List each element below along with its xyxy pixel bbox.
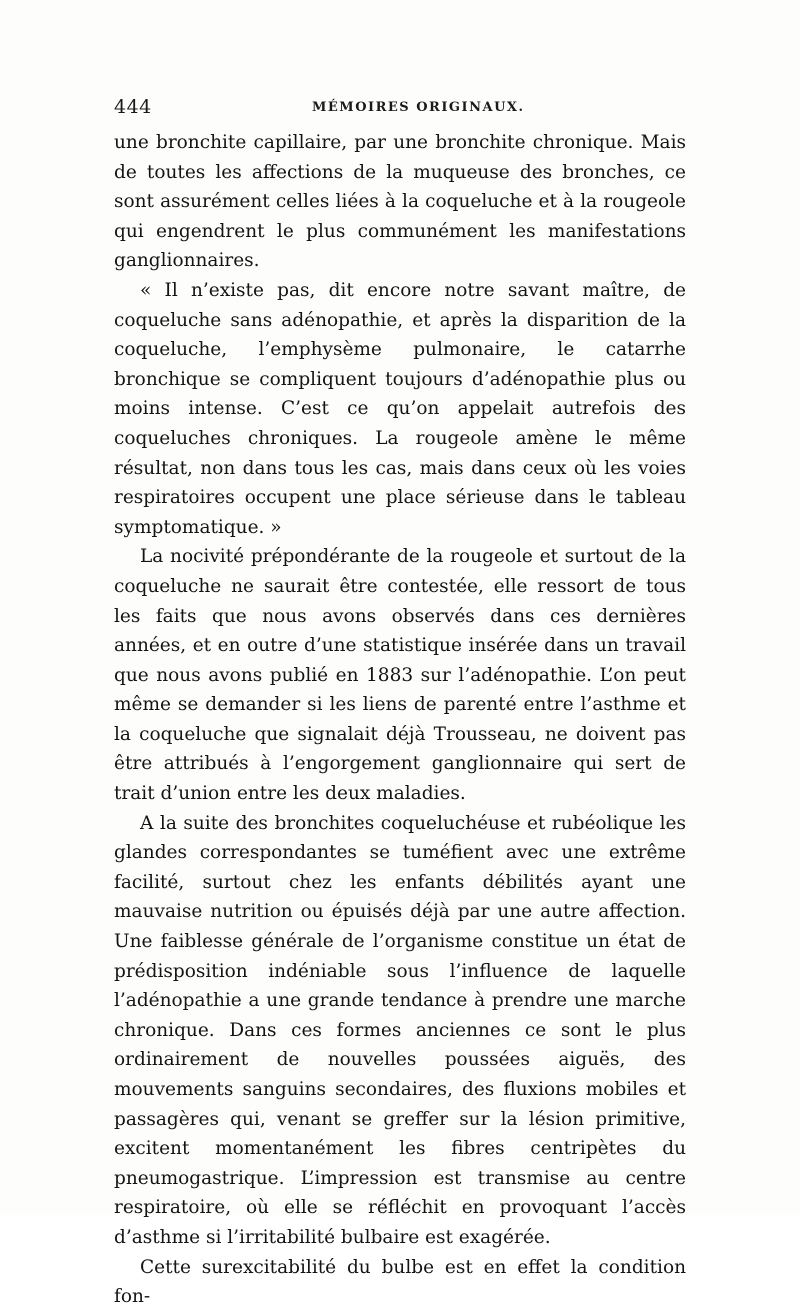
paragraph: une bronchite capillaire, par une bronchite chronique. Mais de toutes les affections de la muqueuse des bronches, ce sont assurément celles liées à la coqueluche et à la rougeole qui engendrent le plus communément les manifestations ganglionnaires. (114, 132, 686, 272)
body-text (114, 128, 686, 1312)
paragraph: Cette surexcitabilité du bulbe est en effet la condition fon- (114, 1256, 686, 1308)
page-number: 444 (114, 96, 152, 118)
running-title: MÉMOIRES ORIGINAUX. (312, 100, 525, 115)
paragraph: A la suite des bronchites coqueluchéuse et rubéolique les glandes correspondantes se tuméfient avec une extrême facilité, surtout chez les enfants débilités ayant une mauvaise nutrition ou épuisés déjà par une autre affection. Une faiblesse générale de l’organisme constitue un état de prédisposition indéniable sous l’influence de laquelle l’adénopathie a une grande tendance à prendre une marche chronique. Dans ces formes anciennes ce sont le plus ordinairement de nouvelles poussées aiguës, des mouvements sanguins secondaires, des fluxions mobiles et passagères qui, venant se greffer sur la lésion primitive, excitent momentanément les fibres centripètes du pneumogastrique. L’impression est transmise au centre respiratoire, où elle se réfléchit en provoquant l’accès d’asthme si l’irritabilité bulbaire est exagérée. (114, 812, 686, 1248)
running-head (114, 96, 686, 126)
paragraph: « Il n’existe pas, dit encore notre savant maître, de coqueluche sans adénopathie, et après la disparition de la coqueluche, l’emphysème pulmonaire, le catarrhe bronchique se compliquent toujours d’adénopathie plus ou moins intense. C’est ce qu’on appelait autrefois des coqueluches chroniques. La rougeole amène le même résultat, non dans tous les cas, mais dans ceux où les voies respiratoires occupent une place sérieuse dans le tableau symptomatique. » (114, 279, 686, 538)
paragraph: La nocivité prépondérante de la rougeole et surtout de la coqueluche ne saurait être contestée, elle ressort de tous les faits que nous avons observés dans ces dernières années, et en outre d’une statistique insérée dans un travail que nous avons publié en 1883 sur l’adénopathie. L’on peut même se demander si les liens de parenté entre l’asthme et la coqueluche que signalait déjà Trousseau, ne doivent pas être attribués à l’engorgement ganglionnaire qui sert de trait d’union entre les deux maladies. (114, 546, 686, 805)
